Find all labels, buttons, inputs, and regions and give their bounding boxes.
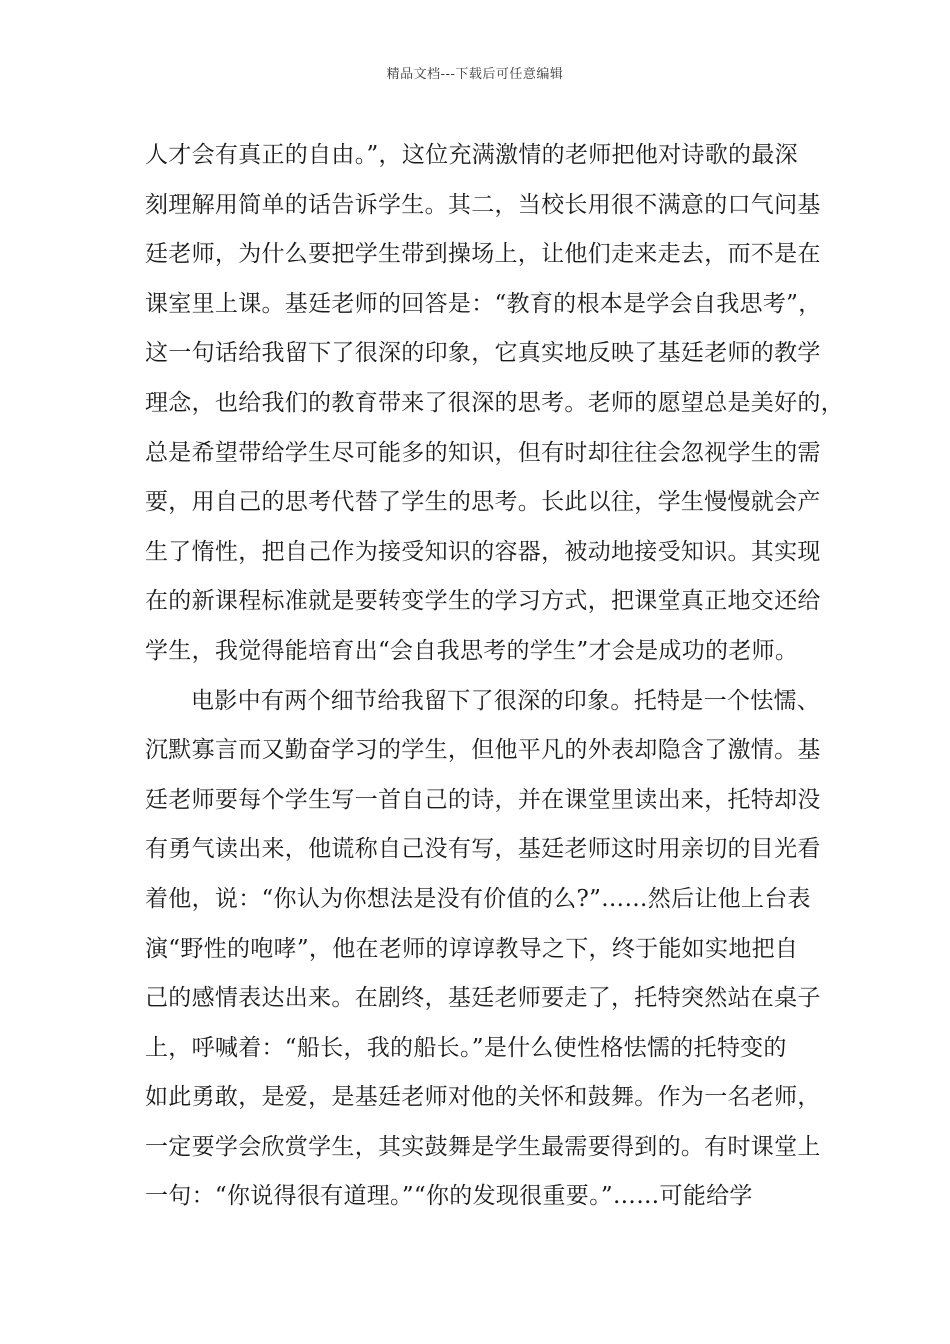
text-line: 廷老师要每个学生写一首自己的诗，并在课堂里读出来，托特却没 (145, 786, 821, 813)
paragraph-first-line: 电影中有两个细节给我留下了很深的印象。托特是一个怯懦、 (191, 687, 821, 714)
text-line: 理念，也给我们的教育带来了很深的思考。老师的愿望总是美好的， (145, 389, 844, 416)
text-line: 廷老师，为什么要把学生带到操场上，让他们走来走去，而不是在 (145, 241, 821, 268)
body-text (145, 131, 844, 1222)
text-line: 一定要学会欣赏学生，其实鼓舞是学生最需要得到的。有时课堂上 (145, 1133, 821, 1160)
text-line: 一句：“你说得很有道理。”“你的发现很重要。”……可能给学 (145, 1183, 753, 1210)
page-header: 精品文档---下载后可任意编辑 (386, 67, 564, 82)
text-line: 演“野性的咆哮”，他在老师的谆谆教导之下，终于能如实地把自 (145, 935, 799, 962)
text-line: 有勇气读出来，他谎称自己没有写，基廷老师这时用亲切的目光看 (145, 836, 821, 863)
text-line: 刻理解用简单的话告诉学生。其二，当校长用很不满意的口气问基 (145, 191, 821, 218)
text-line: 生了惰性，把自己作为接受知识的容器，被动地接受知识。其实现 (145, 538, 821, 565)
text-line: 总是希望带给学生尽可能多的知识，但有时却往往会忽视学生的需 (145, 439, 821, 466)
text-line: 上，呼喊着：“船长，我的船长。”是什么使性格怯懦的托特变的 (145, 1034, 787, 1061)
text-line: 如此勇敢，是爱，是基廷老师对他的关怀和鼓舞。作为一名老师， (145, 1084, 821, 1111)
text-line: 学生，我觉得能培育出“会自我思考的学生”才会是成功的老师。 (145, 637, 799, 664)
text-line: 着他，说：“你认为你想法是没有价值的么?”……然后让他上台表 (145, 885, 811, 912)
text-line: 人才会有真正的自由。”，这位充满激情的老师把他对诗歌的最深 (145, 142, 798, 168)
text-line: 沉默寡言而又勤奋学习的学生，但他平凡的外表却隐含了激情。基 (145, 737, 821, 764)
text-line: 在的新课程标准就是要转变学生的学习方式，把课堂真正地交还给 (145, 588, 821, 615)
text-line: 课室里上课。基廷老师的回答是：“教育的根本是学会自我思考”， (145, 290, 822, 317)
text-line: 己的感情表达出来。在剧终，基廷老师要走了，托特突然站在桌子 (145, 985, 821, 1012)
text-line: 这一句话给我留下了很深的印象，它真实地反映了基廷老师的教学 (145, 340, 821, 367)
text-line: 要，用自己的思考代替了学生的思考。长此以往，学生慢慢就会产 (145, 489, 821, 516)
